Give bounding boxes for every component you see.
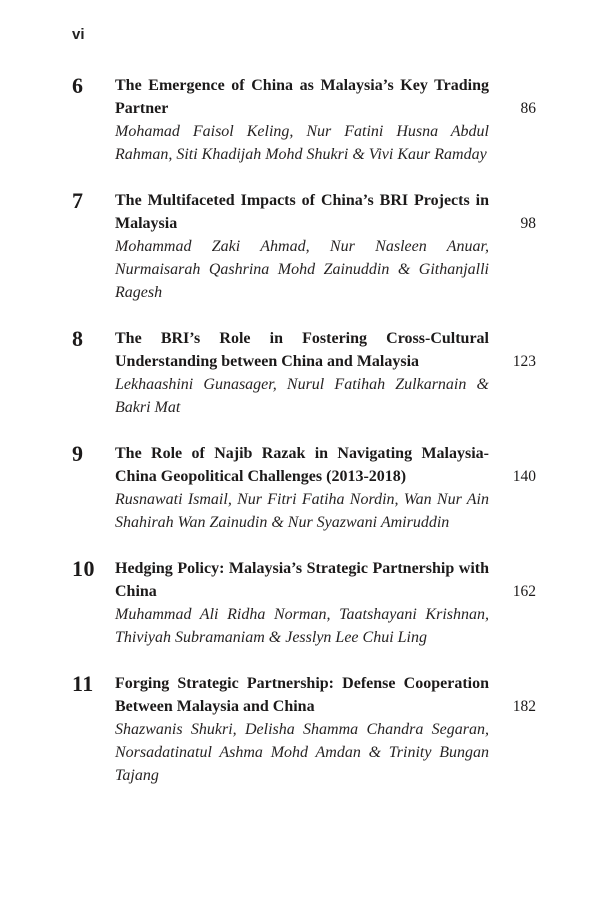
toc-entry-body [115,672,536,787]
chapter-number: 11 [72,671,94,696]
chapter-number: 9 [72,441,84,466]
chapter-number: 8 [72,326,84,351]
chapter-title: The Multifaceted Impacts of China’s BRI Projects in Malaysia [115,192,489,232]
chapter-number: 7 [72,188,84,213]
toc-entry-body [115,74,536,166]
chapter-authors: Rusnawati Ismail, Nur Fitri Fatiha Nordin, Wan Nur Ain Shahirah Wan Zainudin & Nur Syazwani Amiruddin [115,491,489,531]
toc-entry [72,74,536,166]
chapter-title: Forging Strategic Partnership: Defense Cooperation Between Malaysia and China [115,675,489,715]
toc-entry-body [115,442,536,534]
toc-entry [72,442,536,534]
toc-entry-body [115,557,536,649]
toc-entry-body [115,189,536,304]
chapter-title: The BRI’s Role in Fostering Cross-Cultural Understanding between China and Malaysia [115,330,489,370]
chapter-authors: Mohamad Faisol Keling, Nur Fatini Husna Abdul Rahman, Siti Khadijah Mohd Shukri & Vivi Kaur Ramday [115,123,489,163]
toc-entry [72,557,536,649]
chapter-authors: Shazwanis Shukri, Delisha Shamma Chandra Segaran, Norsadatinatul Ashma Mohd Amdan & Trinity Bungan Tajang [115,721,489,784]
chapter-number: 10 [72,556,95,581]
toc-title-row [115,189,536,235]
toc-entry [72,327,536,419]
toc-entry-body [115,327,536,419]
chapter-authors: Lekhaashini Gunasager, Nurul Fatihah Zulkarnain & Bakri Mat [115,376,489,416]
page-folio: vi [72,26,85,43]
toc-title-row [115,557,536,603]
toc-title-row [115,442,536,488]
toc-entry [72,672,536,787]
toc-title-row [115,672,536,718]
chapter-page-number: 123 [512,353,536,370]
toc-title-row [115,74,536,120]
toc-title-row [115,327,536,373]
toc-entry [72,189,536,304]
chapter-page-number: 140 [512,468,536,485]
chapter-number: 6 [72,73,84,98]
chapter-title: The Emergence of China as Malaysia’s Key Trading Partner [115,77,489,117]
chapter-authors: Mohammad Zaki Ahmad, Nur Nasleen Anuar, Nurmaisarah Qashrina Mohd Zainuddin & Githanjalli Ragesh [115,238,489,301]
toc-list [72,74,536,787]
chapter-page-number: 86 [520,100,536,117]
chapter-page-number: 182 [512,698,536,715]
chapter-title: Hedging Policy: Malaysia’s Strategic Partnership with China [115,560,489,600]
chapter-title: The Role of Najib Razak in Navigating Malaysia-China Geopolitical Challenges (2013-2018) [115,445,489,485]
chapter-authors: Muhammad Ali Ridha Norman, Taatshayani Krishnan, Thiviyah Subramaniam & Jesslyn Lee Chui Ling [115,606,489,646]
chapter-page-number: 162 [512,583,536,600]
chapter-page-number: 98 [520,215,536,232]
